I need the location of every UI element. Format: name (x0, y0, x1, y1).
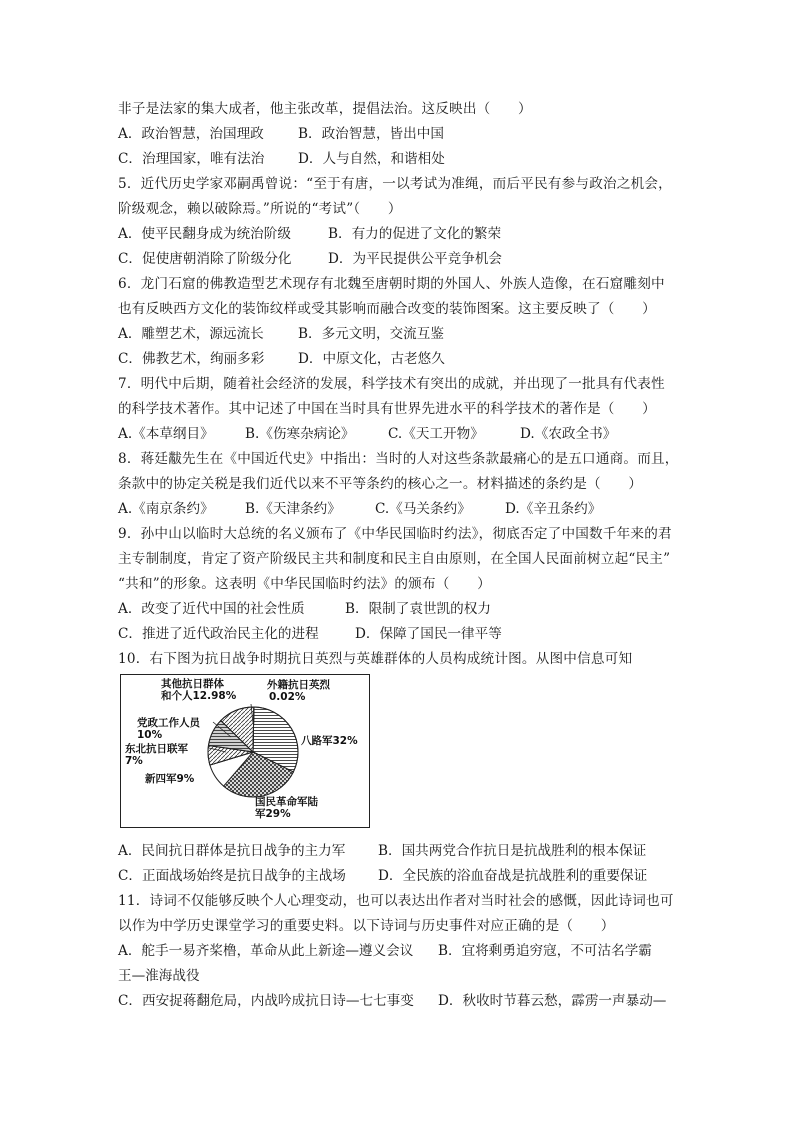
q9-stem-line: 主专制制度，肯定了资产阶级民主共和制度和民主自由原则，在全国人民面前树立起“民主” (118, 551, 671, 567)
q11-option-b: B．宜将剩勇追穷寇，不可沽名学霸 (438, 943, 652, 959)
q5-option-b: B．有力的促进了文化的繁荣 (328, 226, 502, 242)
q11-option-b-cont: 王—淮海战役 (118, 968, 200, 984)
label-dongbei: 东北抗日联军 7% (125, 743, 188, 767)
q4-option-d: D．人与自然，和谐相处 (298, 151, 445, 167)
q5-stem-line: 5．近代历史学家邓嗣禹曾说：“至于有唐，一以考试为准绳，而后平民有参与政治之机会， (118, 176, 672, 192)
q5-option-c: C．促使唐朝消除了阶级分化 (118, 251, 292, 267)
q5-stem-line: 阶级观念，赖以破除焉。”所说的“考试”（ ） (118, 201, 402, 217)
q8-option-b: B.《天津条约》 (245, 501, 341, 517)
q4-option-c: C．治理国家，唯有法治 (118, 151, 265, 167)
q6-option-d: D．中原文化，古老悠久 (298, 351, 445, 367)
q7-stem-line: 的科学技术著作。其中记述了中国在当时具有世界先进水平的科学技术的著作是（ ） (118, 401, 656, 417)
q10-stem: 10．右下图为抗日战争时期抗日英烈与英雄群体的人员构成统计图。从图中信息可知 (118, 651, 633, 667)
q4-option-b: B．政治智慧，皆出中国 (298, 126, 444, 142)
q6-stem-line: 也有反映西方文化的装饰纹样或受其影响而融合改变的装饰图案。这主要反映了（ ） (118, 301, 656, 317)
q7-stem-line: 7．明代中后期，随着社会经济的发展，科学技术有突出的成就，并出现了一批具有代表性 (118, 376, 665, 392)
label-waiji: 外籍抗日英烈 0.02% (267, 679, 330, 703)
q9-stem-line: “共和”的形象。这表明《中华民国临时约法》的颁布（ ） (118, 576, 491, 592)
q11-stem-line: 以作为中学历史课堂学习的重要史料。以下诗词与历史事件对应正确的是（ ） (118, 918, 615, 934)
q11-stem-line: 11．诗词不仅能够反映个人心理变动，也可以表达出作者对当时社会的感慨，因此诗词也可 (118, 893, 674, 909)
label-dangzheng: 党政工作人员 10% (137, 717, 200, 741)
q10-option-c: C．正面战场始终是抗日战争的主战场 (118, 868, 346, 884)
pie-chart-figure (120, 674, 370, 828)
q8-stem-line: 条款中的协定关税是我们近代以来不平等条约的核心之一。材料描述的条约是（ ） (118, 476, 643, 492)
q4-stem: 非子是法家的集大成者，他主张改革，提倡法治。这反映出（ ） (118, 101, 532, 117)
q9-option-a: A．改变了近代中国的社会性质 (118, 601, 305, 617)
q9-option-c: C．推进了近代政治民主化的进程 (118, 626, 319, 642)
q6-stem-line: 6．龙门石窟的佛教造型艺术现存有北魏至唐朝时期的外国人、外族人造像，在石窟雕刻中 (118, 276, 665, 292)
q11-option-c: C．西安捉蒋翻危局，内战吟成抗日诗—七七事变 (118, 993, 414, 1009)
q8-option-a: A.《南京条约》 (118, 501, 214, 517)
label-xinsijun: 新四军9% (145, 773, 195, 785)
q7-option-a: A.《本草纲目》 (118, 426, 214, 442)
q9-option-d: D．保障了国民一律平等 (355, 626, 502, 642)
q8-option-d: D.《辛丑条约》 (505, 501, 602, 517)
q10-option-a: A．民间抗日群体是抗日战争的主力军 (118, 843, 346, 859)
q7-option-d: D.《农政全书》 (520, 426, 617, 442)
q9-stem-line: 9．孙中山以临时大总统的名义颁布了《中华民国临时约法》，彻底否定了中国数千年来的君 (118, 526, 672, 542)
q7-option-b: B.《伤寒杂病论》 (245, 426, 355, 442)
q10-option-d: D．全民族的浴血奋战是抗战胜利的重要保证 (378, 868, 648, 884)
q4-option-a: A．政治智慧，治国理政 (118, 126, 264, 142)
q5-option-a: A．使平民翻身成为统治阶级 (118, 226, 291, 242)
q6-option-a: A．雕塑艺术，源远流长 (118, 326, 264, 342)
q6-option-c: C．佛教艺术，绚丽多彩 (118, 351, 265, 367)
label-balujun: 八路军32% (301, 735, 358, 747)
q11-option-a: A．舵手一易齐桨橹，革命从此上新途—遵义会议 (118, 943, 414, 959)
q9-option-b: B．限制了袁世凯的权力 (345, 601, 491, 617)
q7-option-c: C.《天工开物》 (388, 426, 484, 442)
q11-option-d: D．秋收时节暮云愁，霹雳一声暴动— (438, 993, 667, 1009)
q5-option-d: D．为平民提供公平竞争机会 (328, 251, 503, 267)
label-qita: 其他抗日群体 和个人12.98% (161, 678, 237, 702)
q6-option-b: B．多元文明，交流互鉴 (298, 326, 444, 342)
q10-option-b: B．国共两党合作抗日是抗战胜利的根本保证 (378, 843, 647, 859)
q8-option-c: C.《马关条约》 (375, 501, 471, 517)
q8-stem-line: 8．蒋廷黻先生在《中国近代史》中指出：当时的人对这些条款最痛心的是五口通商。而且， (118, 451, 679, 467)
label-guomin: 国民革命军陆 军29% (255, 796, 318, 820)
